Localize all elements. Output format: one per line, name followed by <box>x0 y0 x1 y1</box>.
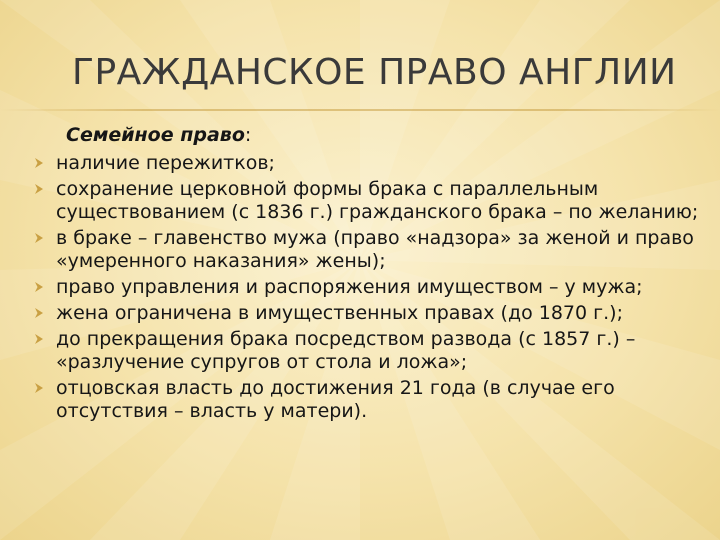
bullet-list <box>34 152 702 423</box>
slide-content <box>34 124 702 426</box>
list-item-text: в браке – главенство мужа (право «надзора» за женой и право «умеренного наказания» жены); <box>56 227 694 272</box>
list-item <box>34 302 702 325</box>
list-item <box>34 178 702 224</box>
list-item-text: сохранение церковной формы брака с параллельным существованием (с 1836 г.) гражданского брака – по желанию; <box>56 178 699 223</box>
title-divider <box>0 109 720 111</box>
arrow-bullet-icon <box>34 184 44 194</box>
arrow-bullet-icon <box>34 308 44 318</box>
section-heading <box>66 124 702 147</box>
section-heading-term: Семейное право <box>66 124 245 146</box>
slide-title: ГРАЖДАНСКОЕ ПРАВО АНГЛИИ <box>72 52 677 93</box>
arrow-bullet-icon <box>34 383 44 393</box>
list-item <box>34 227 702 273</box>
list-item <box>34 328 702 374</box>
list-item-text: наличие пережитков; <box>56 152 275 174</box>
list-item <box>34 276 702 299</box>
arrow-bullet-icon <box>34 158 44 168</box>
list-item <box>34 152 702 175</box>
list-item-text: до прекращения брака посредством развода (с 1857 г.) – «разлучение супругов от стола и ложа»; <box>56 328 636 373</box>
arrow-bullet-icon <box>34 233 44 243</box>
list-item-text: жена ограничена в имущественных правах (до 1870 г.); <box>56 302 623 324</box>
list-item-text: право управления и распоряжения имуществом – у мужа; <box>56 276 643 298</box>
list-item-text: отцовская власть до достижения 21 года (в случае его отсутствия – власть у матери). <box>56 377 615 422</box>
arrow-bullet-icon <box>34 334 44 344</box>
arrow-bullet-icon <box>34 282 44 292</box>
list-item <box>34 377 702 423</box>
section-heading-colon: : <box>244 124 252 146</box>
